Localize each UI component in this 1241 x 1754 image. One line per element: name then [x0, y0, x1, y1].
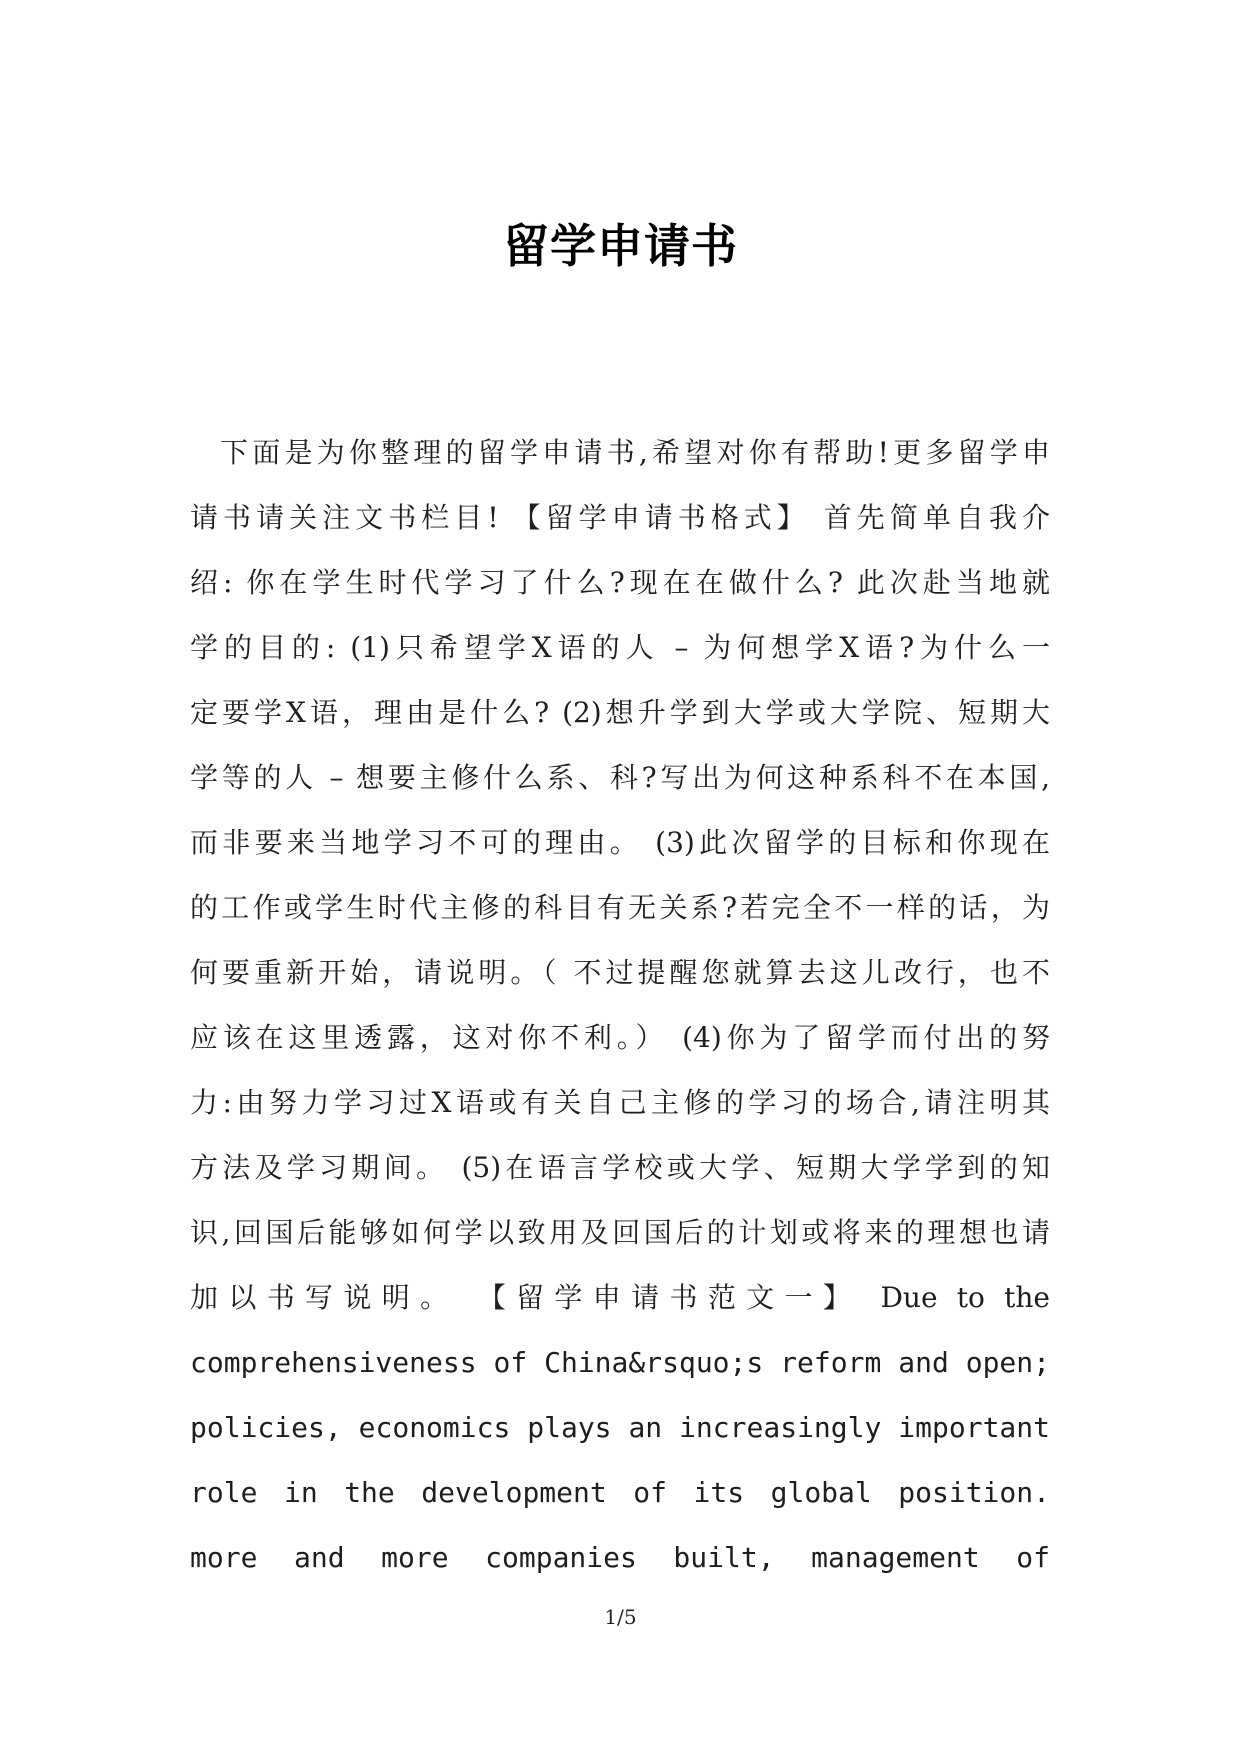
body-line: 力:由努力学习过X语或有关自己主修的学习的场合,请注明其 — [190, 1086, 1050, 1119]
document-title: 留学申请书 — [503, 219, 738, 273]
body-line: 请书请关注文书栏目! 【留学申请书格式】 首先简单自我介 — [190, 501, 1050, 534]
document-body — [190, 420, 1050, 1590]
body-line: 而非要来当地学习不可的理由。 (3)此次留学的目标和你现在 — [190, 826, 1050, 859]
body-line: role in the development of its global position. — [190, 1476, 1050, 1509]
body-line: 下面是为你整理的留学申请书,希望对你有帮助!更多留学申 — [220, 436, 1050, 469]
body-line: 定要学X语，理由是什么? (2)想升学到大学或大学院、短期大 — [190, 696, 1050, 729]
body-line: 方法及学习期间。 (5)在语言学校或大学、短期大学学到的知 — [190, 1151, 1050, 1184]
body-line: more and more companies built, management of — [190, 1541, 1050, 1574]
body-line: 应该在这里透露，这对你不利。） (4)你为了留学而付出的努 — [190, 1021, 1050, 1054]
body-line: 学的目的: (1)只希望学X语的人 – 为何想学X语?为什么一 — [190, 631, 1050, 664]
body-line: comprehensiveness of China&rsquo;s reform and open; — [190, 1346, 1050, 1379]
body-line: 绍: 你在学生时代学习了什么?现在在做什么? 此次赴当地就 — [190, 566, 1050, 599]
page-number: 1/5 — [604, 1605, 637, 1629]
body-line: 识,回国后能够如何学以致用及回国后的计划或将来的理想也请 — [190, 1216, 1050, 1249]
body-line: 加以书写说明。 【留学申请书范文一】 Due to the — [190, 1281, 1050, 1314]
body-line: policies, economics plays an increasingly important — [190, 1411, 1050, 1444]
body-line: 的工作或学生时代主修的科目有无关系?若完全不一样的话，为 — [190, 891, 1050, 924]
body-line: 何要重新开始，请说明。（ 不过提醒您就算去这儿改行，也不 — [190, 956, 1050, 989]
body-line: 学等的人 – 想要主修什么系、科?写出为何这种系科不在本国, — [190, 761, 1050, 794]
